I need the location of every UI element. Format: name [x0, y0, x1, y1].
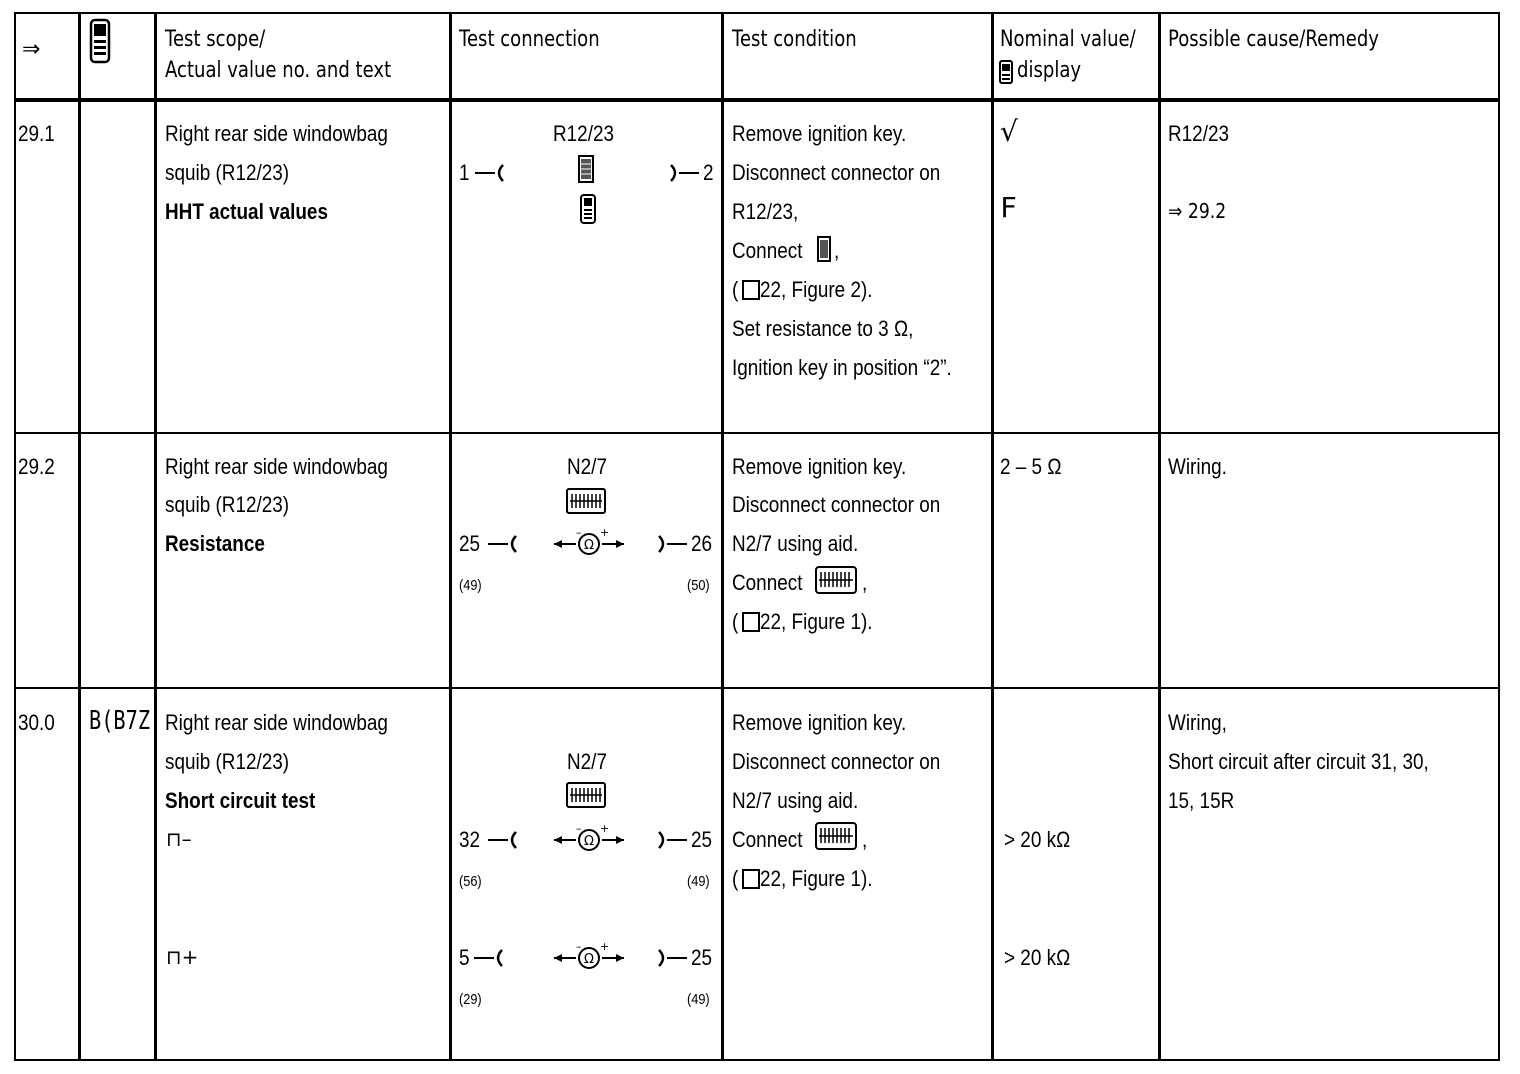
cause-line: 15, 15R — [1168, 788, 1235, 813]
header-test-connection: Test connection — [459, 27, 600, 52]
nominal-check: √ — [1000, 115, 1018, 148]
condition-line: Remove ignition key. — [732, 454, 907, 479]
right-pin: 25 — [691, 827, 713, 852]
document-ref-icon — [742, 280, 760, 300]
scope-bold: Short circuit test — [165, 788, 316, 813]
header-nominal-1: Nominal value/ — [1000, 27, 1136, 52]
connector-left-icon — [488, 830, 520, 850]
condition-line: 22, Figure 1). — [760, 609, 873, 634]
condition-line: Connect — [732, 827, 803, 852]
nominal-f: F — [1000, 191, 1017, 224]
condition-line: ( — [732, 277, 739, 302]
scope-line: squib (R12/23) — [165, 492, 290, 517]
fault-code: B(B7Z — [89, 706, 151, 736]
scope-bold: Resistance — [165, 531, 265, 556]
svg-text:–: – — [576, 941, 582, 953]
component-label: R12/23 — [553, 121, 615, 146]
left-sub-pin: (29) — [459, 991, 482, 1008]
step-number: 29.2 — [18, 454, 55, 479]
control-unit-icon — [566, 488, 606, 516]
squib-icon — [578, 155, 594, 183]
scope-line: squib (R12/23) — [165, 160, 290, 185]
test-minus-symbol: ⊓– — [166, 827, 192, 851]
header-test-scope-1: Test scope/ — [165, 27, 266, 52]
right-sub-pin: (49) — [687, 873, 710, 890]
squib-icon — [817, 236, 831, 262]
scope-line: squib (R12/23) — [165, 749, 290, 774]
scope-line: Right rear side windowbag — [165, 710, 388, 735]
header-arrow: ⇒ — [22, 37, 41, 62]
right-sub-pin: (49) — [687, 991, 710, 1008]
condition-comma: , — [834, 238, 840, 263]
col-border-4 — [721, 12, 724, 1061]
nominal-value: > 20 kΩ — [1004, 945, 1071, 970]
connector-right-icon — [667, 163, 699, 183]
left-pin: 32 — [459, 827, 481, 852]
component-label: N2/7 — [567, 454, 607, 479]
svg-text:Ω: Ω — [584, 952, 594, 967]
ohmmeter-icon — [552, 941, 626, 969]
ohmmeter-icon — [552, 823, 626, 851]
col-border-0 — [14, 12, 16, 1061]
cause-line: Wiring. — [1168, 454, 1227, 479]
connector-right-icon — [655, 534, 687, 554]
header-test-condition: Test condition — [732, 27, 857, 52]
control-unit-icon — [815, 566, 857, 596]
col-border-6 — [1158, 12, 1161, 1061]
condition-line: Connect — [732, 238, 803, 263]
left-sub-pin: (56) — [459, 873, 482, 890]
col-border-1 — [78, 12, 81, 1061]
scope-line: Right rear side windowbag — [165, 454, 388, 479]
col-border-5 — [991, 12, 994, 1061]
document-ref-icon — [742, 612, 760, 632]
header-cause: Possible cause/Remedy — [1168, 27, 1379, 52]
nominal-value: 2 – 5 Ω — [1000, 454, 1062, 479]
connector-left-icon — [488, 534, 520, 554]
col-border-3 — [449, 12, 452, 1061]
condition-line: Disconnect connector on — [732, 492, 941, 517]
condition-line: Remove ignition key. — [732, 710, 907, 735]
left-pin: 5 — [459, 945, 470, 970]
condition-comma: , — [862, 827, 868, 852]
condition-line: R12/23, — [732, 199, 799, 224]
svg-text:–: – — [576, 527, 582, 539]
svg-text:Ω: Ω — [584, 834, 594, 849]
svg-text:+: + — [600, 823, 610, 835]
nominal-value: > 20 kΩ — [1004, 827, 1071, 852]
connector-right-icon — [655, 948, 687, 968]
left-pin: 1 — [459, 160, 470, 185]
cause-link[interactable]: ⇒ 29.2 — [1168, 199, 1227, 223]
connector-left-icon — [474, 948, 506, 968]
control-unit-icon — [815, 822, 857, 852]
table-bottom-border — [14, 1059, 1500, 1061]
row-divider-1 — [14, 432, 1500, 434]
condition-line: Disconnect connector on — [732, 160, 941, 185]
condition-comma: , — [862, 570, 868, 595]
right-pin: 25 — [691, 945, 713, 970]
hht-icon — [580, 194, 596, 224]
condition-line: ( — [732, 866, 739, 891]
svg-text:–: – — [576, 823, 582, 835]
condition-line: 22, Figure 1). — [760, 866, 873, 891]
connector-right-icon — [655, 830, 687, 850]
condition-line: Disconnect connector on — [732, 749, 941, 774]
control-unit-icon — [566, 782, 606, 810]
ohmmeter-icon — [552, 527, 626, 555]
condition-line: Set resistance to 3 Ω, — [732, 316, 914, 341]
test-plus-symbol: ⊓+ — [166, 945, 199, 969]
component-label: N2/7 — [567, 749, 607, 774]
condition-line: Remove ignition key. — [732, 121, 907, 146]
header-test-scope-2: Actual value no. and text — [165, 58, 392, 83]
col-border-7 — [1498, 12, 1500, 1061]
scope-line: Right rear side windowbag — [165, 121, 388, 146]
right-sub-pin: (50) — [687, 577, 710, 594]
row-divider-2 — [14, 687, 1500, 689]
connector-left-icon — [475, 163, 507, 183]
svg-text:+: + — [600, 527, 610, 539]
right-pin: 2 — [703, 160, 714, 185]
cause-line: Short circuit after circuit 31, 30, — [1168, 749, 1429, 774]
header-divider — [14, 98, 1500, 102]
right-pin: 26 — [691, 531, 713, 556]
svg-text:+: + — [600, 941, 610, 953]
cause-line: R12/23 — [1168, 121, 1230, 146]
step-number: 30.0 — [18, 710, 55, 735]
document-ref-icon — [742, 869, 760, 889]
left-sub-pin: (49) — [459, 577, 482, 594]
condition-line: N2/7 using aid. — [732, 788, 859, 813]
left-pin: 25 — [459, 531, 481, 556]
hht-icon — [89, 18, 111, 64]
condition-line: N2/7 using aid. — [732, 531, 859, 556]
col-border-2 — [154, 12, 157, 1061]
header-nominal-2: display — [1017, 58, 1082, 83]
condition-line: ( — [732, 609, 739, 634]
condition-line: Connect — [732, 570, 803, 595]
step-number: 29.1 — [18, 121, 55, 146]
condition-line: Ignition key in position “2”. — [732, 355, 952, 380]
hht-small-icon — [999, 60, 1013, 84]
condition-line: 22, Figure 2). — [760, 277, 873, 302]
scope-bold: HHT actual values — [165, 199, 328, 224]
table-top-border — [14, 12, 1500, 14]
svg-text:Ω: Ω — [584, 538, 594, 553]
cause-line: Wiring, — [1168, 710, 1227, 735]
